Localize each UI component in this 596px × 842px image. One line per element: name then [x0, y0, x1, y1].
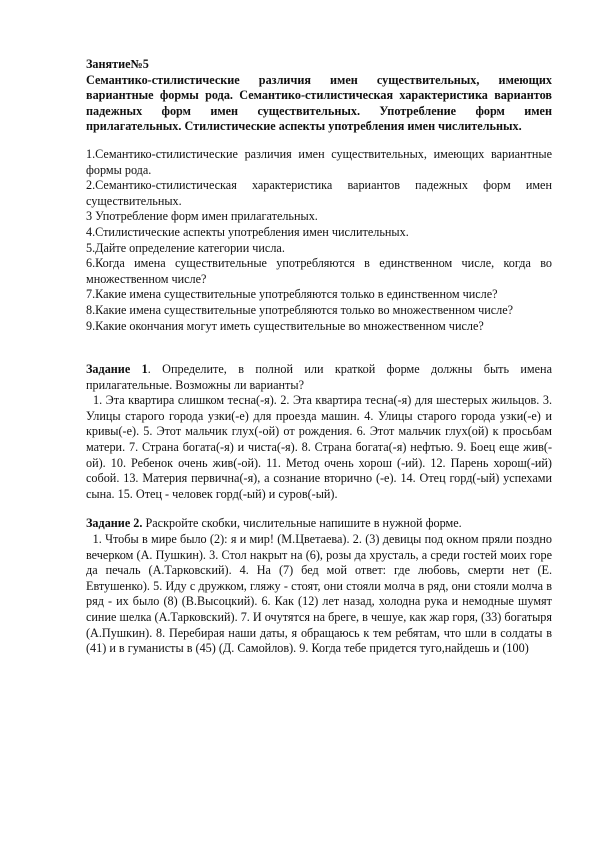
- task-2-body: [86, 532, 552, 657]
- question-item: 5.Дайте определение категории числа.: [86, 240, 285, 255]
- task-2-text: 1. Чтобы в мире было (2): я и мир! (М.Цветаева). 2. (3) девицы под окном пряли поздно вечерком (А. Пушкин). 3. Стол накрыт на (6), розы да хрусталь, а среди гостей моих горе да печаль (А.Тарковский). 4. На (7) бед мой ответ: где любовь, смерти нет (Е. Евтушенко). 5. Иду с дружком, гляжу - стоят, они стояли молча в ряд, они стояли молча в ряд - их было (8) (В.Высоцкий). 6. Как (12) лет назад, холодна рука и немодные шумят синие шелка (А.Тарковский). 7. И очутятся на бреге, в чешуе, как жар горя, (33) богатыря (А.Пушкин). 8. Перебирая наши даты, я обращаюсь к тем ребятам, что шли в солдаты в (41) и в гуманисты в (45) (Д. Самойлов). 9. Когда тебе придется туго,найдешь и (100): [86, 532, 553, 656]
- task-2-label: Задание 2.: [86, 516, 143, 531]
- question-item: 7.Какие имена существительные употребляются только в единственном числе?: [86, 287, 498, 302]
- question-item: 2.Семантико-стилистическая характеристика вариантов падежных форм имен существительных.: [86, 178, 552, 208]
- task-1-intro: . Определите, в полной или краткой форме должны быть имена прилагательные. Возможны ли варианты?: [86, 362, 552, 392]
- task-1-section: [86, 362, 552, 502]
- question-item: 9.Какие окончания могут иметь существительные во множественном числе?: [86, 318, 484, 333]
- task-1-text: 1. Эта квартира слишком тесна(-я). 2. Эта квартира тесна(-я) для шестерых жильцов. 3. Улицы старого города узки(-е) для проезда машин. 4. Улицы старого города узки(-е) и кривы(-е). 5. Этот мальчик глух(-ой) от рождения. 6. Этот мальчик глух(ой) к просьбам матери. 7. Страна богата(-я) и чиста(-я). 8. Страна богата(-я) нефтью. 9. Боец еще жив(-ой). 10. Ребенок очень жив(-ой). 11. Метод очень хорош (-ий). 12. Парень хорош(-ий) собой. 13. Материя первична(-я), а сознание вторично (-е). 14. Отец горд(-ый) успехами сына. 15. Отец - человек горд(-ый) и суров(-ый).: [86, 393, 553, 501]
- lesson-title: Семантико-стилистические различия имен существительных, имеющих вариантные формы рода. Семантико-стилистическая характеристика вариантов падежных форм имен существительных. Употребление форм имен прилагательных. Стилистические аспекты употребления имен числительных.: [86, 72, 552, 134]
- task-2-heading: [86, 516, 552, 532]
- task-1-body: [86, 393, 552, 502]
- question-list: [86, 147, 552, 334]
- lesson-number: Занятие№5: [86, 57, 149, 71]
- lesson-header: [86, 57, 552, 135]
- task-2-intro: Раскройте скобки, числительные напишите в нужной форме.: [142, 516, 462, 531]
- question-item: 3 Употребление форм имен прилагательных.: [86, 209, 318, 224]
- question-item: 8.Какие имена существительные употребляются только во множественном числе?: [86, 302, 514, 317]
- question-item: 1.Семантико-стилистические различия имен существительных, имеющих вариантные формы рода.: [86, 146, 552, 177]
- task-1-heading: [86, 362, 552, 393]
- task-2-section: [86, 516, 552, 656]
- document-page: [86, 57, 552, 657]
- task-1-label: Задание 1: [86, 362, 148, 377]
- question-item: 4.Стилистические аспекты употребления имен числительных.: [86, 224, 409, 239]
- question-item: 6.Когда имена существительные употребляются в единственном числе, когда во множественном числе?: [86, 256, 552, 286]
